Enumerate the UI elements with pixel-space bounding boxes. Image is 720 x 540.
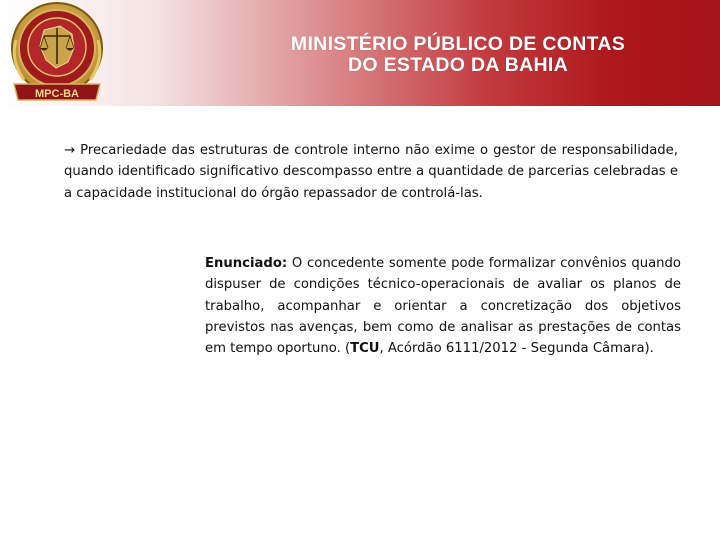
mpc-ba-seal-logo bbox=[0, 0, 116, 106]
paragraph-1-text: Precariedade das estruturas de controle interno não exime o gestor de responsabilidade, quando identificado significativo descompasso entre a quantidade de parcerias celebradas e a capacidade institucional do órgão repassador de controlá-las. bbox=[64, 143, 678, 201]
logo-text: MPC-BA bbox=[35, 88, 79, 100]
paragraph-precariedade bbox=[64, 140, 678, 204]
title-line-1: MINISTÉRIO PÚBLICO DE CONTAS bbox=[290, 33, 626, 55]
enunciado-label: Enunciado: bbox=[205, 256, 288, 271]
citation-text: , Acórdão 6111/2012 - Segunda Câmara). bbox=[379, 341, 654, 357]
paragraph-enunciado bbox=[205, 253, 681, 359]
court-name: TCU bbox=[350, 341, 380, 357]
enunciado-text: O concedente somente pode formalizar convênios quando dispuser de condições técnico-operacionais de avaliar os planos de trabalho, acompanhar e orientar a concretização dos objetivos previstos nas avenças, bem como de analisar as prestações de contas em tempo oportuno. ( bbox=[205, 256, 681, 357]
arrow-bullet-icon: → bbox=[64, 143, 76, 158]
header-banner bbox=[0, 0, 720, 106]
title-line-2: DO ESTADO DA BAHIA bbox=[348, 54, 568, 76]
page-title bbox=[218, 34, 698, 76]
